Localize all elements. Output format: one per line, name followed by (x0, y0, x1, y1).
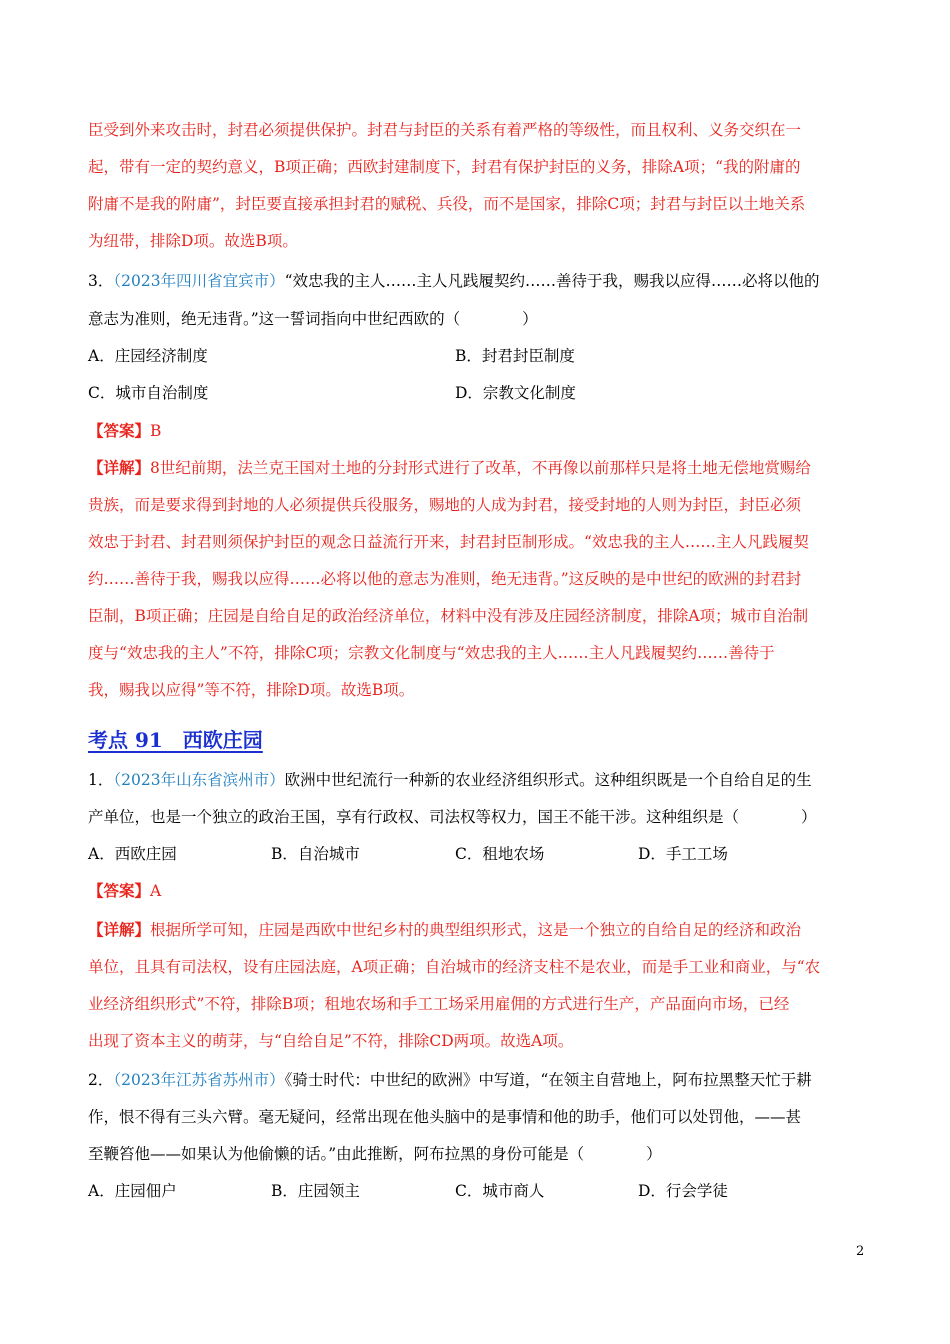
question-3-stem (88, 271, 868, 291)
question-text-line: 至鞭笞他——如果认为他偷懒的话。”由此推断，阿布拉黑的身份可能是（ ） (88, 1145, 662, 1163)
detail-line: 业经济组织形式”不符，排除B项；租地农场和手工工场采用雇佣的方式进行生产，产品面向市场，已经 (88, 995, 790, 1013)
option-d: D．手工工场 (638, 845, 728, 863)
question-text-line: 产单位，也是一个独立的政治王国，享有行政权、司法权等权力，国王不能干涉。这种组织是（ ） (88, 808, 817, 826)
detail-label: 【详解】 (88, 458, 151, 477)
question-text-line: 意志为准则，绝无违背。”这一誓词指向中世纪西欧的（ ） (88, 310, 538, 328)
explanation-line: 臣受到外来攻击时，封君必须提供保护。封君与封臣的关系有着严格的等级性，而且权利、义务交织在一 (88, 121, 802, 139)
detail-line (88, 458, 868, 478)
option-b: B．庄园领主 (271, 1182, 360, 1200)
section-title: 考点 91 西欧庄园 (88, 728, 263, 752)
detail-line: 约……善待于我，赐我以应得……必将以他的意志为准则，绝无违背。”这反映的是中世纪的欧洲的封君封 (88, 570, 802, 588)
option-c: C．城市自治制度 (88, 384, 209, 402)
detail-line: 出现了资本主义的萌芽，与“自给自足”不符，排除CD两项。故选A项。 (88, 1032, 574, 1050)
option-d: D．宗教文化制度 (455, 384, 576, 402)
question-text: 欧洲中世纪流行一种新的农业经济组织形式。这种组织既是一个自给自足的生 (284, 771, 812, 789)
option-b: B．封君封臣制度 (455, 347, 575, 365)
answer-label: 【答案】 (88, 881, 151, 900)
option-c: C．租地农场 (455, 845, 545, 863)
detail-line: 单位，且具有司法权，设有庄园法庭，A项正确；自治城市的经济支柱不是农业，而是手工业和商业，与“农 (88, 958, 821, 976)
detail-line: 贵族，而是要求得到封地的人必须提供兵役服务，赐地的人成为封君，接受封地的人则为封臣，封臣必须 (88, 496, 802, 514)
question-text: 《骑士时代：中世纪的欧洲》中写道，“在领主自营地上，阿布拉黑整天忙于耕 (284, 1071, 812, 1089)
question-1-stem (88, 770, 868, 790)
detail-label: 【详解】 (88, 920, 151, 939)
answer-label: 【答案】 (88, 421, 151, 440)
question-text: “效忠我的主人……主人凡践履契约……善待于我，赐我以应得……必将以他的 (284, 272, 820, 290)
answer-value: A (150, 882, 162, 900)
detail-line (88, 920, 868, 940)
explanation-line: 起，带有一定的契约意义，B项正确；西欧封建制度下，封君有保护封臣的义务，排除A项；“我的附庸的 (88, 158, 801, 176)
question-number: 2． (88, 1071, 114, 1089)
detail-line: 效忠于封君、封君则须保护封臣的观念日益流行开来，封君封臣制形成。“效忠我的主人……主人凡践履契 (88, 533, 809, 551)
explanation-line: 为纽带，排除D项。故选B项。 (88, 232, 298, 250)
question-source: （2023年山东省滨州市） (113, 771, 285, 789)
answer-line (88, 881, 868, 901)
detail-text: 根据所学可知，庄园是西欧中世纪乡村的典型组织形式，这是一个独立的自给自足的经济和政治 (150, 921, 802, 939)
question-2-stem (88, 1070, 868, 1090)
answer-value: B (150, 422, 162, 440)
detail-line: 我，赐我以应得”等不符，排除D项。故选B项。 (88, 681, 415, 699)
page-number: 2 (856, 1244, 865, 1259)
option-a: A．西欧庄园 (88, 845, 177, 863)
option-a: A．庄园佃户 (88, 1182, 177, 1200)
option-d: D．行会学徒 (638, 1182, 728, 1200)
detail-line: 度与“效忠我的主人”不符，排除C项；宗教文化制度与“效忠我的主人……主人凡践履契约……善待于 (88, 644, 775, 662)
question-text-line: 作，恨不得有三头六臂。毫无疑问，经常出现在他头脑中的是事情和他的助手，他们可以处罚他，——甚 (88, 1108, 802, 1126)
option-b: B．自治城市 (271, 845, 360, 863)
explanation-line: 附庸不是我的附庸”，封臣要直接承担封君的赋税、兵役，而不是国家，排除C项；封君与封臣以土地关系 (88, 195, 806, 213)
detail-text: 8世纪前期，法兰克王国对土地的分封形式进行了改革，不再像以前那样只是将土地无偿地赏赐给 (150, 459, 811, 477)
detail-line: 臣制，B项正确；庄园是自给自足的政治经济单位，材料中没有涉及庄园经济制度，排除A项；城市自治制 (88, 607, 809, 625)
option-a: A．庄园经济制度 (88, 347, 208, 365)
option-c: C．城市商人 (455, 1182, 545, 1200)
question-source: （2023年四川省宜宾市） (113, 272, 285, 290)
answer-line (88, 421, 868, 441)
question-number: 1． (88, 771, 114, 789)
question-source: （2023年江苏省苏州市） (113, 1071, 285, 1089)
question-number: 3． (88, 272, 114, 290)
